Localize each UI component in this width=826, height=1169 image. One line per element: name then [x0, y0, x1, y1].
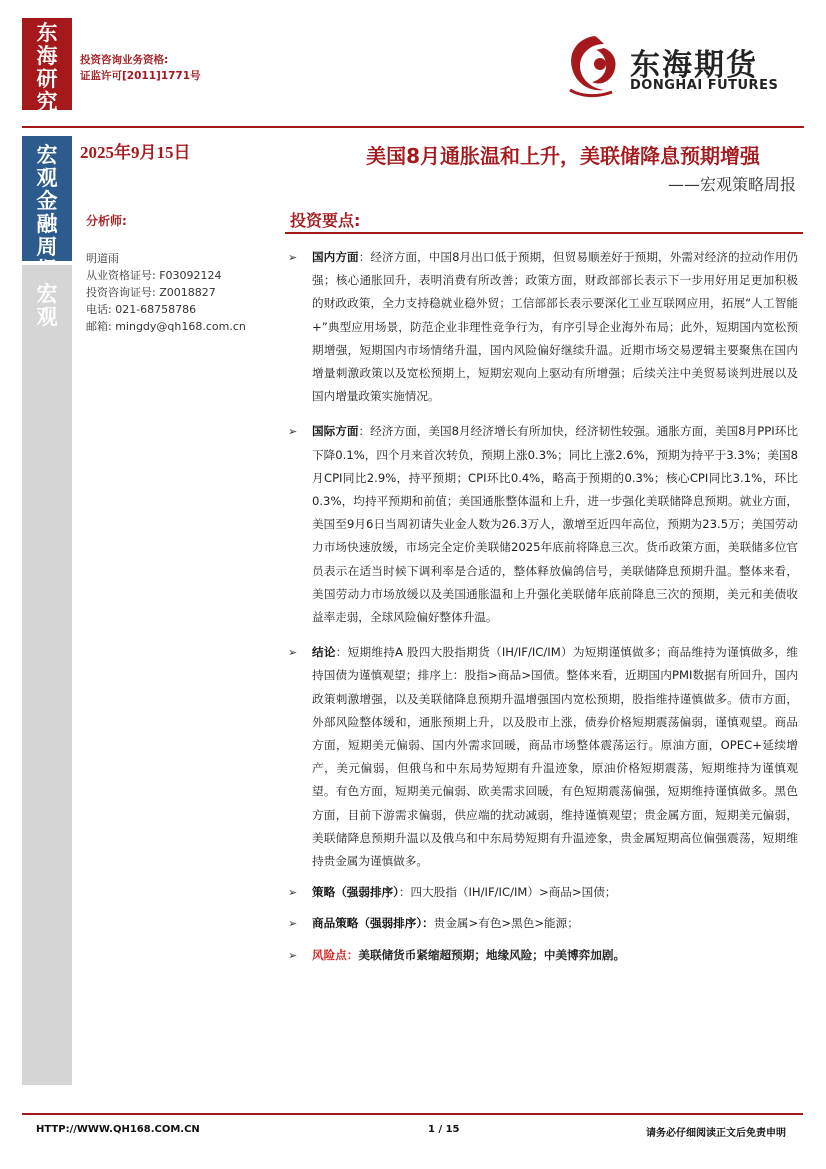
section-international	[288, 420, 798, 629]
report-subtitle: ——宏观策略周报	[667, 175, 796, 194]
section-domestic	[288, 246, 798, 408]
commodity-label: 商品策略（强弱排序）：	[312, 916, 434, 931]
domestic-text: ：经济方面，中国8月出口低于预期，但贸易顺差好于预期，外需对经济的拉动作用仍强；核心通胀回升，表明消费有所改善；政策方面，财政部部长表示下一步用好用足更加积极的财政政策，全力支持稳就业稳外贸；工信部部长表示要深化工业互联网应用，拓展“人工智能+”典型应用场景，防范企业非理性竞争行为，有序引导企业海外布局；此外，短期国内宽松预期增强，短期国内市场情绪升温，国内风险偏好继续升温。近期市场交易逻辑主要聚焦在国内增量刺激政策以及宽松预期上，短期宏观向上驱动有所增强；后续关注中美贸易谈判进展以及国内增量政策实施情况。	[312, 250, 798, 404]
intl-text: ：经济方面，美国8月经济增长有所加快，经济韧性较强。通胀方面，美国8月PPI环比下降0.1%，四个月来首次转负，预期上涨0.3%；同比上涨2.6%，预期为持平于3.3%；美国8月CPI同比2.9%，持平预期；CPI环比0.4%，略高于预期的0.3%；核心CPI同比3.1%，环比0.3%，均持平预期和前值；美国通胀整体温和上升，进一步强化美联储降息预期。就业方面，美国至9月6日当周初请失业金人数为26.3万人，激增至近四年高位，预期为23.5万；美国劳动力市场快速放缓，市场完全定价美联储2025年底前将降息三次。货币政策方面，美联储多位官员表示在适当时候下调利率是合适的，整体释放偏鸽信号，美联储降息预期升温。整体来看，美国劳动力市场放缓以及美国通胀温和上升强化美联储年底前降息三次的预期，美元和美债收益率走弱，全球风险偏好整体升温。	[312, 424, 798, 625]
arrow-bullet-icon: ➢	[288, 251, 298, 264]
qualification-license: 证监许可[2011]1771号	[80, 70, 201, 82]
arrow-bullet-icon: ➢	[288, 646, 298, 660]
analyst-phone: 电话: 021-68758786	[86, 303, 197, 316]
footer-url[interactable]: HTTP://WWW.QH168.COM.CN	[36, 1124, 200, 1135]
key-points-list	[288, 246, 798, 975]
brand-sidebar	[22, 18, 72, 114]
analyst-info	[86, 250, 246, 335]
risk-text: 美联储货币紧缩超预期；地缘风险；中美博弈加剧。	[358, 947, 626, 962]
section-risk	[288, 944, 798, 967]
report-date: 2025年9月15日	[80, 143, 191, 162]
section-commodity	[288, 912, 798, 935]
section-conclusion	[288, 641, 798, 873]
analyst-label: 分析师:	[86, 214, 127, 228]
page-number: 1 / 15	[428, 1124, 460, 1135]
analyst-cert1: 从业资格证号: F03092124	[86, 269, 222, 282]
key-points-heading: 投资要点:	[290, 211, 361, 230]
footer-disclaimer: 请务必仔细阅读正文后免责申明	[646, 1128, 786, 1139]
footer-divider	[22, 1113, 803, 1115]
subcategory-sidebar	[22, 265, 72, 1085]
domestic-label: 国内方面	[312, 250, 359, 264]
logo-cn-text: 东海期货	[630, 48, 758, 83]
arrow-bullet-icon: ➢	[288, 425, 298, 439]
analyst-cert2: 投资咨询证号: Z0018827	[86, 286, 216, 299]
arrow-bullet-icon: ➢	[288, 948, 298, 962]
conclusion-text: ：短期维持A 股四大股指期货（IH/IF/IC/IM）为短期谨慎做多；商品维持为谨慎做多，维持国债为谨慎观望；排序上：股指>商品>国债。整体来看，近期国内PMI数据有所回升，国内政策刺激增强，以及美联储降息预期升温增强国内宽松预期，股指维持谨慎做多。债市方面，外部风险整体缓和，通胀预期上升，以及股市上涨，债券价格短期震荡偏弱，谨慎观望。商品方面，短期美元偏弱、国内外需求回暖，商品市场整体震荡运行。原油方面，OPEC+延续增产，美元偏弱，但俄乌和中东局势短期有升温迹象，原油价格短期震荡，短期维持为谨慎观望。有色方面，短期美元偏弱、欧美需求回暖，有色短期震荡偏强，短期维持谨慎做多。黑色方面，目前下游需求偏弱，供应端的扰动减弱，维持谨慎观望；贵金属方面，短期美元偏弱，美联储降息预期升温以及俄乌和中东局势短期有升温迹象，贵金属短期高位偏强震荡，短期维持贵金属为谨慎做多。	[312, 645, 798, 869]
brand-sidebar-text: 东海研究	[36, 21, 58, 114]
risk-label: 风险点：	[312, 947, 359, 962]
conclusion-label: 结论	[312, 645, 336, 660]
logo-en-text: DONGHAI FUTURES	[630, 78, 779, 93]
arrow-bullet-icon: ➢	[288, 886, 298, 900]
key-points-divider	[285, 232, 803, 234]
category-text: 宏观金融周	[36, 143, 58, 259]
category-sidebar	[22, 136, 72, 261]
section-strategy	[288, 881, 798, 904]
arrow-bullet-icon: ➢	[288, 917, 298, 931]
donghai-logo-icon	[560, 30, 630, 102]
strategy-text: ：四大股指（IH/IF/IC/IM）>商品>国债；	[398, 885, 617, 900]
analyst-email[interactable]: 邮箱: mingdy@qh168.com.cn	[86, 320, 246, 333]
analyst-name: 明道雨	[86, 252, 119, 265]
intl-label: 国际方面	[312, 424, 359, 439]
report-title: 美国8月通胀温和上升，美联储降息预期增强	[366, 144, 760, 168]
commodity-text: 贵金属>有色>黑色>能源；	[433, 916, 579, 931]
strategy-label: 策略（强弱排序）	[312, 885, 399, 900]
qualification-label: 投资咨询业务资格:	[80, 54, 169, 66]
header-divider	[22, 126, 804, 128]
subcategory-text: 宏观	[36, 282, 58, 329]
